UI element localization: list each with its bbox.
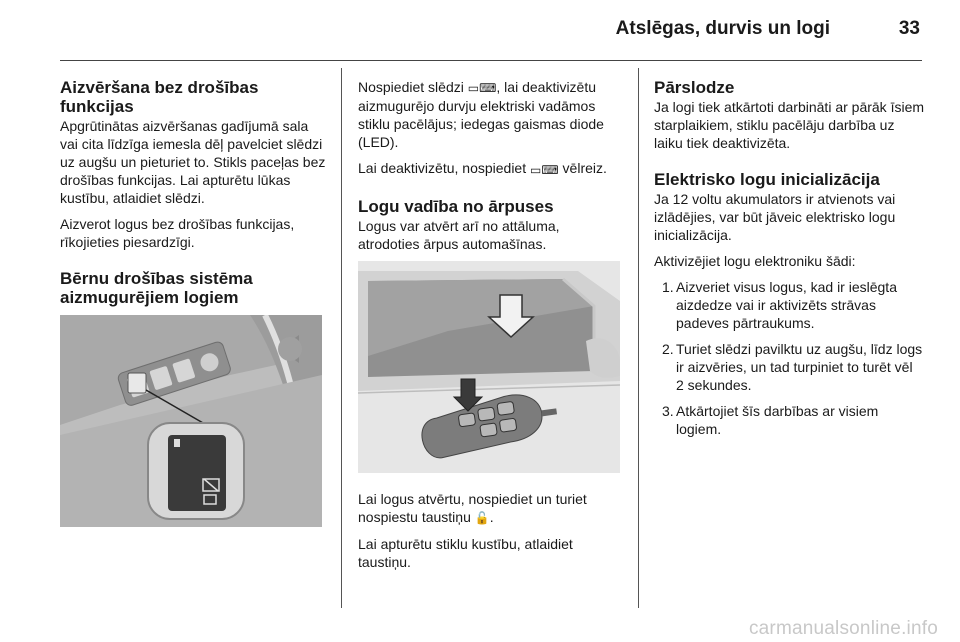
paragraph-remote-intro: Logus var atvērt arī no attāluma, atrodoties ārpus automašīnas.	[358, 217, 560, 252]
heading-overload: Pārslodze	[654, 78, 735, 97]
initialization-steps	[654, 278, 924, 438]
column-divider-1	[341, 68, 342, 608]
door-switch-illustration	[60, 315, 326, 532]
heading-child-safety: Bērnu drošības sistēma aizmugurējiem logiem	[60, 269, 253, 307]
paragraph-reactivate: Lai deaktivizētu, nospiediet ▭⌨ vēlreiz.	[358, 160, 607, 177]
section-title: Atslēgas, durvis un logi	[615, 18, 830, 39]
paragraph-closing-procedure: Apgrūtinātas aizvēršanas gadījumā sala vai cita līdzīga iemesla dēļ pavelciet slēdzi uz augšu un pieturiet to. Stikls paceļas bez drošības funkcijas. Lai apturētu lūkas kustību, atlaidiet slēdzi.	[60, 118, 326, 206]
paragraph-stop-windows: Lai apturētu stiklu kustību, atlaidiet taustiņu.	[358, 535, 573, 570]
column-2	[358, 78, 624, 579]
list-item: 1. Aizveriet visus logus, kad ir ieslēgta aizdedze vai ir aktivizēts strāvas padeves pārtraukums.	[662, 279, 897, 331]
paragraph-activate: Aktivizējiet logu elektroniku šādi:	[654, 253, 856, 269]
heading-remote-window-control: Logu vadība no ārpuses	[358, 196, 554, 216]
watermark: carmanualsonline.info	[748, 618, 938, 639]
list-item: 3. Atkārtojiet šīs darbības ar visiem logiem.	[662, 403, 879, 437]
column-1	[60, 78, 326, 544]
heading-closing-without-safety: Aizvēršana bez drošības funkcijas	[60, 78, 259, 116]
column-divider-2	[638, 68, 639, 608]
remote-key-illustration	[358, 261, 624, 478]
paragraph-overload: Ja logi tiek atkārtoti darbināti ar pārāk īsiem starplaikiem, stiklu pacēlāju darbība uz laiku tiek deaktivizēta.	[654, 99, 925, 151]
column-3	[654, 78, 924, 446]
paragraph-caution: Aizverot logus bez drošības funkcijas, rīkojieties piesardzīgi.	[60, 216, 295, 250]
paragraph-deactivate: Nospiediet slēdzi ▭⌨, lai deaktivizētu aizmugurējo durvju elektriski vadāmos stiklu pacēlājus; iedegas gaismas diode (LED).	[358, 79, 604, 151]
child-window-lock-icon: ▭⌨	[530, 162, 559, 177]
paragraph-initialization: Ja 12 voltu akumulators ir atvienots vai izlādējies, var būt jāveic elektrisko logu inicializācija.	[654, 191, 896, 243]
heading-initialization: Elektrisko logu inicializācija	[654, 170, 880, 189]
list-item: 2. Turiet slēdzi pavilktu uz augšu, līdz logs ir aizvēries, un tad turpiniet to turēt vēl 2 sekundes.	[662, 341, 923, 393]
page-number: 33	[898, 18, 920, 39]
header-divider	[60, 60, 922, 61]
padlock-icon: 🔓	[474, 510, 490, 525]
paragraph-open-windows: Lai logus atvērtu, nospiediet un turiet nospiestu taustiņu 🔓.	[358, 490, 587, 525]
child-window-lock-icon: ▭⌨	[467, 81, 497, 96]
